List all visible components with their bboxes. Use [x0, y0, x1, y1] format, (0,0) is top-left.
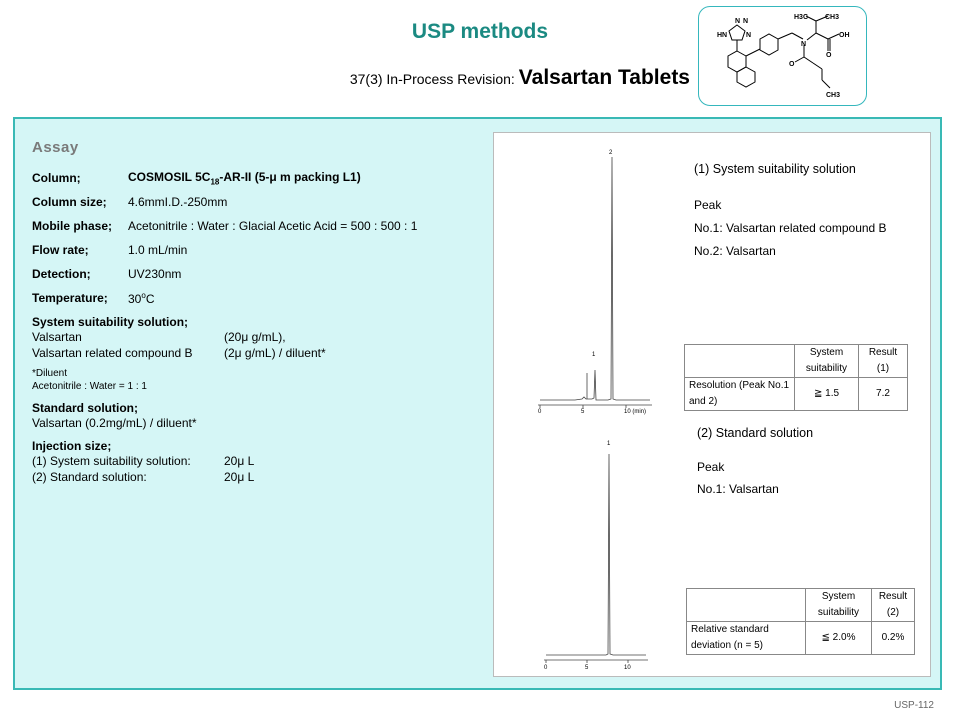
chrom2-tick-5: 5	[585, 665, 589, 671]
detection-value: UV230nm	[128, 267, 182, 281]
structure-o-acid: O	[826, 52, 832, 59]
temperature-row	[32, 286, 487, 310]
chrom1-caption: (1) System suitability solution	[694, 162, 856, 176]
chrom2-results-table	[686, 588, 915, 655]
diluent-label: *Diluent	[32, 368, 68, 379]
page-title: USP methods	[411, 20, 549, 43]
chrom1-peak-2: No.2: Valsartan	[694, 244, 776, 258]
inj-heading: Injection size;	[32, 439, 112, 453]
temperature-label: Temperature;	[32, 291, 108, 305]
row-label: Resolution (Peak No.1 and 2)	[685, 378, 795, 411]
structure-n2: N	[743, 18, 749, 25]
flow-rate-label: Flow rate;	[32, 243, 89, 257]
detection-label: Detection;	[32, 267, 91, 281]
column-size-value: 4.6mmI.D.-250mm	[128, 195, 228, 209]
chrom1-peak-1: No.1: Valsartan related compound B	[694, 221, 887, 235]
inj-line-2: (2) Standard solution: 20μ L	[32, 470, 255, 484]
std-value: Valsartan (0.2mg/mL) / diluent*	[32, 416, 197, 430]
temperature-value: 30$^o$C	[128, 290, 155, 306]
table-header-row	[687, 589, 915, 622]
col-system-header: System suitability	[795, 345, 859, 378]
mobile-phase-value: Acetonitrile : Water : Glacial Acetic Acid = 500 : 500 : 1	[128, 219, 418, 233]
chrom1-peak-label-2: 2	[609, 150, 613, 156]
column-size-label: Column size;	[32, 195, 107, 209]
chrom2-tick-0: 0	[544, 665, 548, 671]
structure-n3: N	[746, 32, 752, 39]
row-system: ≧ 1.5	[795, 378, 859, 411]
inj-line-1: (1) System suitability solution: 20μ L	[32, 454, 255, 468]
subtitle-prefix: 37(3) In-Process Revision:	[349, 71, 515, 87]
sss-line-1: Valsartan (20μ g/mL),	[32, 330, 286, 344]
sss-heading: System suitability solution;	[32, 315, 189, 329]
mobile-phase-row	[32, 214, 487, 238]
chrom1-peak-label-1: 1	[592, 352, 596, 358]
structure-hn: HN	[717, 32, 728, 39]
valsartan-structure	[698, 6, 867, 106]
chrom1-tick-5: 5	[581, 409, 585, 415]
row-label: Relative standard deviation (n = 5)	[687, 622, 806, 655]
structure-ch3-bottom: CH3	[826, 92, 841, 99]
sss-line-2: Valsartan related compound B (2μ g/mL) / diluent*	[32, 346, 326, 360]
chromatogram-1	[530, 145, 660, 417]
col-result-header: Result (2)	[872, 589, 915, 622]
chrom2-caption: (2) Standard solution	[697, 426, 814, 440]
structure-oh: OH	[839, 32, 850, 39]
chrom2-tick-10: 10	[624, 665, 631, 671]
assay-heading: Assay	[32, 139, 79, 156]
chrom1-results-table	[684, 344, 908, 411]
chrom1-tick-0: 0	[538, 409, 542, 415]
chrom1-tick-10: 10 (min)	[624, 409, 647, 415]
column-row	[32, 166, 487, 190]
structure-o-amide: O	[789, 61, 795, 68]
column-label: Column;	[32, 171, 81, 185]
row-result: 0.2%	[872, 622, 915, 655]
chrom2-peak-1: No.1: Valsartan	[697, 482, 779, 496]
row-system: ≦ 2.0%	[806, 622, 872, 655]
page-id: USP-112	[894, 700, 934, 711]
column-size-row	[32, 190, 487, 214]
chromatogram-2	[538, 436, 658, 671]
page-subtitle	[200, 66, 690, 90]
col-result-header: Result (1)	[859, 345, 908, 378]
column-value: COSMOSIL $5C_{18}-AR-II$ (5-μ m packing L1)	[128, 169, 361, 187]
table-header-row	[685, 345, 908, 378]
structure-h3c: H3C	[794, 14, 809, 21]
chrom1-peak-heading: Peak	[694, 198, 722, 212]
chrom2-peak-heading: Peak	[697, 460, 725, 474]
std-heading: Standard solution;	[32, 401, 138, 415]
flow-rate-row	[32, 238, 487, 262]
col-system-header: System suitability	[806, 589, 872, 622]
chrom2-peak-label-1: 1	[607, 441, 611, 447]
row-result: 7.2	[859, 378, 908, 411]
flow-rate-value: 1.0 mL/min	[128, 243, 188, 257]
table-row	[687, 622, 915, 655]
structure-ch3-top: CH3	[825, 14, 840, 21]
mobile-phase-label: Mobile phase;	[32, 219, 113, 233]
subtitle-main: Valsartan Tablets	[518, 66, 690, 89]
diluent-value: Acetonitrile : Water = 1 : 1	[32, 381, 147, 392]
structure-n1: N	[735, 18, 741, 25]
structure-n-amide: N	[801, 41, 807, 48]
detection-row	[32, 262, 487, 286]
table-row	[685, 378, 908, 411]
assay-conditions	[32, 139, 487, 485]
